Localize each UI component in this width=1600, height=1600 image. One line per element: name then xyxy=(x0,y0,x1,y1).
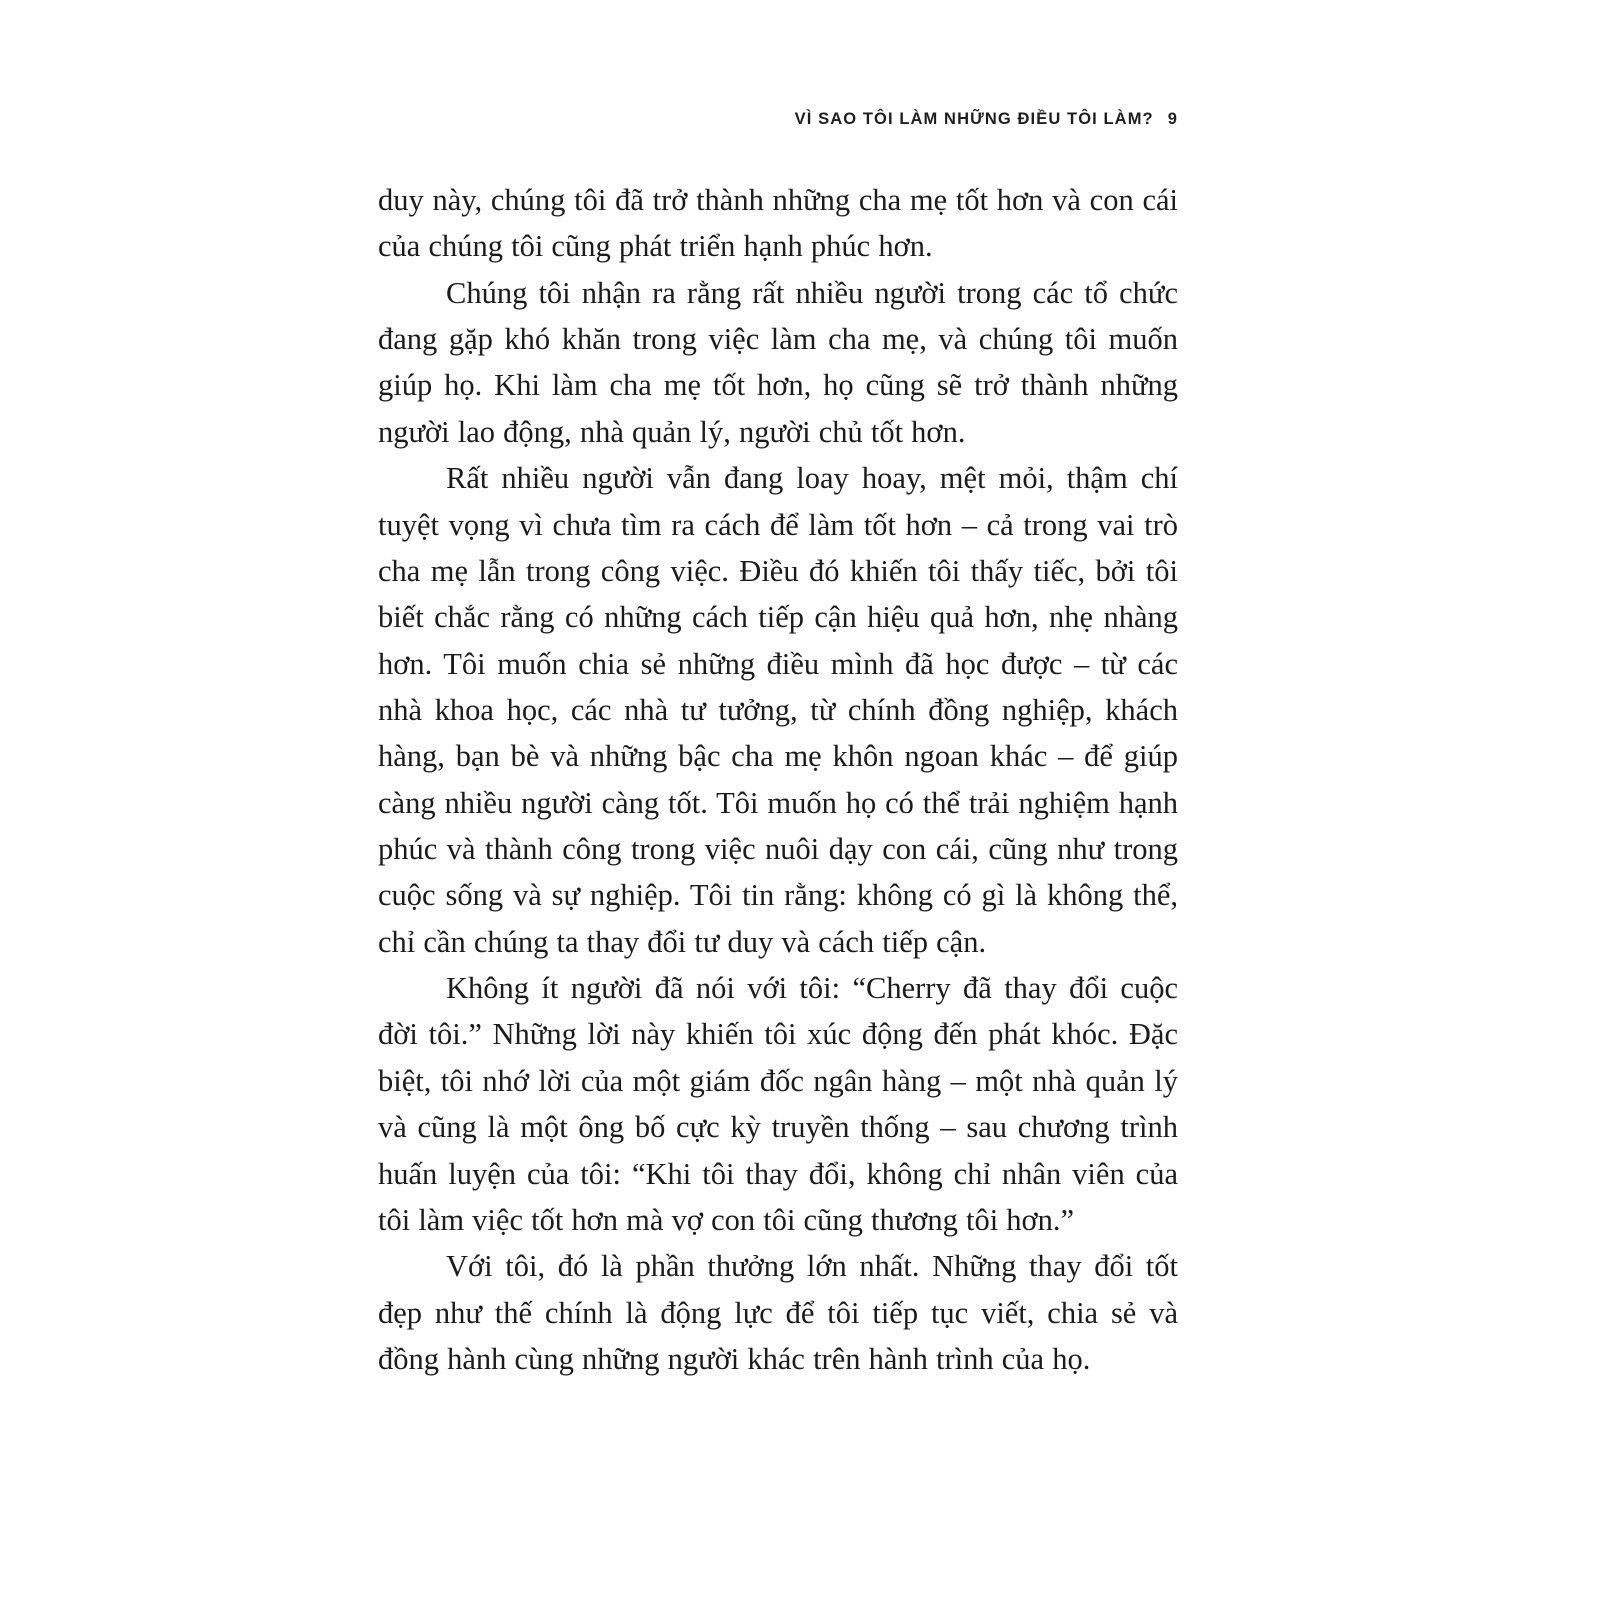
paragraph: Với tôi, đó là phần thưởng lớn nhất. Những thay đổi tốt đẹp như thế chính là động lực để tôi tiếp tục viết, chia sẻ và đồng hành cùng những người khác trên hành trình của họ. xyxy=(378,1249,1178,1376)
body-text xyxy=(378,177,1178,1382)
running-head xyxy=(378,110,1178,129)
running-head-title: VÌ SAO TÔI LÀM NHỮNG ĐIỀU TÔI LÀM? xyxy=(794,110,1154,128)
paragraph: Chúng tôi nhận ra rằng rất nhiều người trong các tổ chức đang gặp khó khăn trong việc làm cha mẹ, và chúng tôi muốn giúp họ. Khi làm cha mẹ tốt hơn, họ cũng sẽ trở thành những người lao động, nhà quản lý, người chủ tốt hơn. xyxy=(378,275,1178,449)
paragraph: Không ít người đã nói với tôi: “Cherry đã thay đổi cuộc đời tôi.” Những lời này khiến tôi xúc động đến phát khóc. Đặc biệt, tôi nhớ lời của một giám đốc ngân hàng – một nhà quản lý và cũng là một ông bố cực kỳ truyền thống – sau chương trình huấn luyện của tôi: “Khi tôi thay đổi, không chỉ nhân viên của tôi làm việc tốt hơn mà vợ con tôi cũng thương tôi hơn.” xyxy=(378,971,1178,1237)
page-content xyxy=(378,110,1178,1382)
paragraph: Rất nhiều người vẫn đang loay hoay, mệt mỏi, thậm chí tuyệt vọng vì chưa tìm ra cách để làm tốt hơn – cả trong vai trò cha mẹ lẫn trong công việc. Điều đó khiến tôi thấy tiếc, bởi tôi biết chắc rằng có những cách tiếp cận hiệu quả hơn, nhẹ nhàng hơn. Tôi muốn chia sẻ những điều mình đã học được – từ các nhà khoa học, các nhà tư tưởng, từ chính đồng nghiệp, khách hàng, bạn bè và những bậc cha mẹ khôn ngoan khác – để giúp càng nhiều người càng tốt. Tôi muốn họ có thể trải nghiệm hạnh phúc và thành công trong việc nuôi dạy con cái, cũng như trong cuộc sống và sự nghiệp. Tôi tin rằng: không có gì là không thể, chỉ cần chúng ta thay đổi tư duy và cách tiếp cận. xyxy=(378,461,1178,959)
page-number: 9 xyxy=(1167,110,1178,128)
paragraph: duy này, chúng tôi đã trở thành những cha mẹ tốt hơn và con cái của chúng tôi cũng phát triển hạnh phúc hơn. xyxy=(378,183,1178,264)
